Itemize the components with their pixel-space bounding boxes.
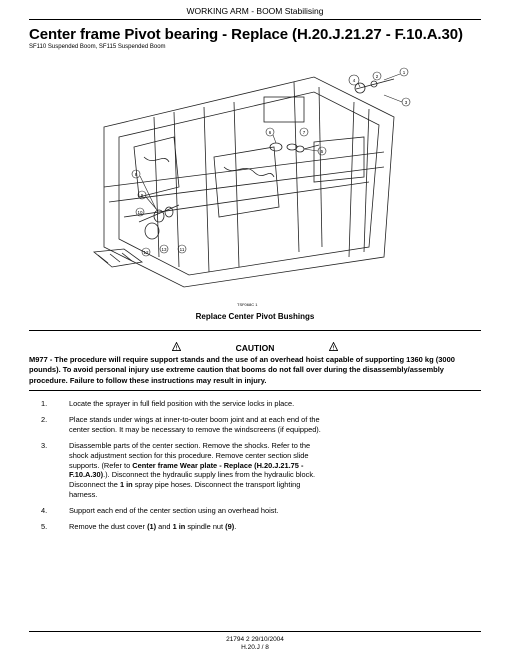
figure-code: TSF068C 1 [237,302,258,307]
applicability-subtitle: SF110 Suspended Boom, SF115 Suspended Boom [29,44,166,50]
step-text: Disassemble parts of the center section. Remove the shocks. Refer to the shock adjustment section for this procedure. Remove center section slide supports. (Refer to Center frame Wear plate - Replace (H.20.J.21.75 - F.10.A.30).). Disconnect the hydraulic supply lines from the hydraulic block. Disconnect the 1 in spray pipe hoses. Disconnect the transport lighting harness. [69,440,316,500]
svg-text:5: 5 [320,149,324,154]
svg-text:6: 6 [268,130,272,135]
svg-text:12: 12 [143,250,149,255]
svg-text:7: 7 [302,130,306,135]
footer-rule [29,631,481,632]
running-header: WORKING ARM - BOOM Stabilising [186,6,324,16]
caution-message [29,355,481,386]
step-text: Locate the sprayer in full field position with the service locks in place. [69,399,295,408]
step-text: Support each end of the center section using an overhead hoist. [69,506,279,516]
svg-text:13: 13 [161,247,167,252]
svg-text:4: 4 [352,78,356,83]
svg-text:11: 11 [179,247,185,252]
footer-doc-id: 21794 2 29/10/2004 [226,636,284,643]
caution-top-rule [29,330,481,331]
list-item [29,441,329,500]
list-item [29,415,329,435]
svg-text:2: 2 [375,74,379,79]
step-number: 3. [41,440,48,450]
figure-caption: Replace Center Pivot Bushings [195,312,315,321]
svg-text:8: 8 [134,172,138,177]
pivot-bushing-diagram [64,57,436,295]
warning-triangle-icon [329,342,338,351]
footer-page-number: H.20.J / 8 [241,644,269,651]
list-item [29,399,329,409]
caution-label: CAUTION [235,343,275,353]
caution-code: M977 - [29,355,53,364]
page-footer [0,636,510,652]
svg-text:3: 3 [404,100,408,105]
svg-text:!: ! [175,345,178,351]
step-number: 5. [41,522,48,532]
svg-text:10: 10 [137,210,143,215]
list-item [29,506,329,516]
step-number: 1. [41,399,48,408]
page-title: Center frame Pivot bearing - Replace (H.20.J.21.27 - F.10.A.30) [29,26,463,43]
step-number: 4. [41,506,48,516]
callouts [132,68,410,256]
cross-reference-link[interactable]: Center frame Wear plate - Replace (H.20.J.21.75 - F.10.A.30) [69,460,304,480]
caution-bottom-rule [29,390,481,391]
step-text: Place stands under wings at inner-to-outer boom joint and at each end of the center section. It may be necessary to remove the windscreens (if equipped). [69,414,321,434]
step-number: 2. [41,414,48,424]
step-text: Remove the dust cover (1) and 1 in spindle nut (9). [69,522,237,532]
procedure-steps [29,399,329,538]
caution-body: The procedure will require support stands and the use of an overhead hoist capable of supporting 1360 kg (3000 pounds). To avoid personal injury use extreme caution that booms do not fall over during the disassembly/assembly procedure. Failure to follow these instructions may result in injury. [29,355,455,385]
svg-text:!: ! [332,345,335,351]
svg-text:1: 1 [402,70,406,75]
header-rule [29,19,481,20]
list-item [29,522,329,532]
pivot-parts-upper [270,79,394,152]
svg-text:9: 9 [140,193,144,198]
